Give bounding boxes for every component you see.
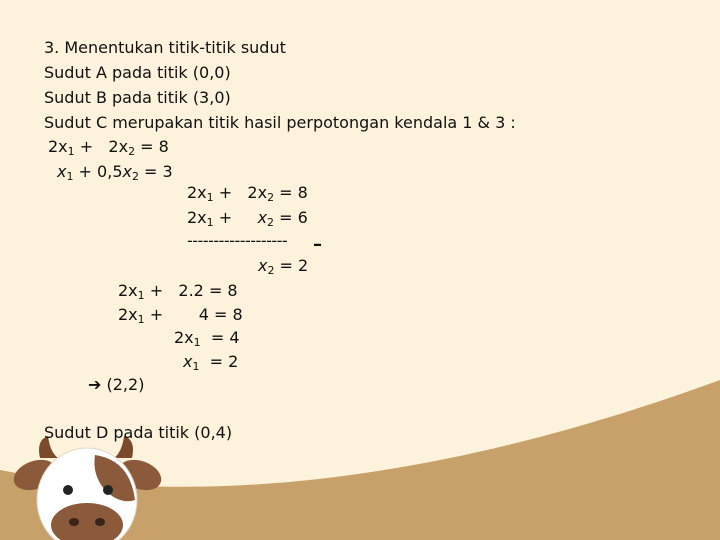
subtraction-line: ------------------- (187, 231, 288, 250)
vertex-b-text: Sudut B pada titik (3,0) (44, 88, 231, 107)
substitution-line-2: $2x_1$ + 4 = 8 (118, 305, 243, 326)
vertex-c-text: Sudut C merupakan titik hasil perpotongan kendala 1 & 3 : (44, 113, 516, 132)
x2-result: $x_2 = 2$ (258, 256, 309, 277)
equation-constraint-1: $2x_1 + 2x_2 = 8$ (48, 137, 169, 158)
elimination-eq-1: $2x_1 + 2x_2 = 8$ (187, 183, 308, 204)
equation-constraint-3: $x_1 + 0,5x_2 = 3$ (57, 162, 173, 183)
elimination-eq-2: $2x_1$ + $x_2 = 6$ (187, 208, 308, 229)
vertex-c-point: (2,2) (106, 375, 145, 394)
arrow-right-icon: ➔ (88, 375, 102, 394)
vertex-d-text: Sudut D pada titik (0,4) (44, 423, 233, 442)
substitution-line-1: $2x_1 + 2.2 = 8$ (118, 281, 238, 302)
vertex-a-text: Sudut A pada titik (0,0) (44, 63, 231, 82)
section-heading: 3. Menentukan titik-titik sudut (44, 38, 286, 57)
vertex-c-result (88, 375, 144, 395)
minus-sign: – (313, 234, 322, 255)
substitution-line-4: $x_1 = 2$ (183, 352, 239, 373)
substitution-line-3: $2x_1 = 4$ (174, 328, 240, 349)
